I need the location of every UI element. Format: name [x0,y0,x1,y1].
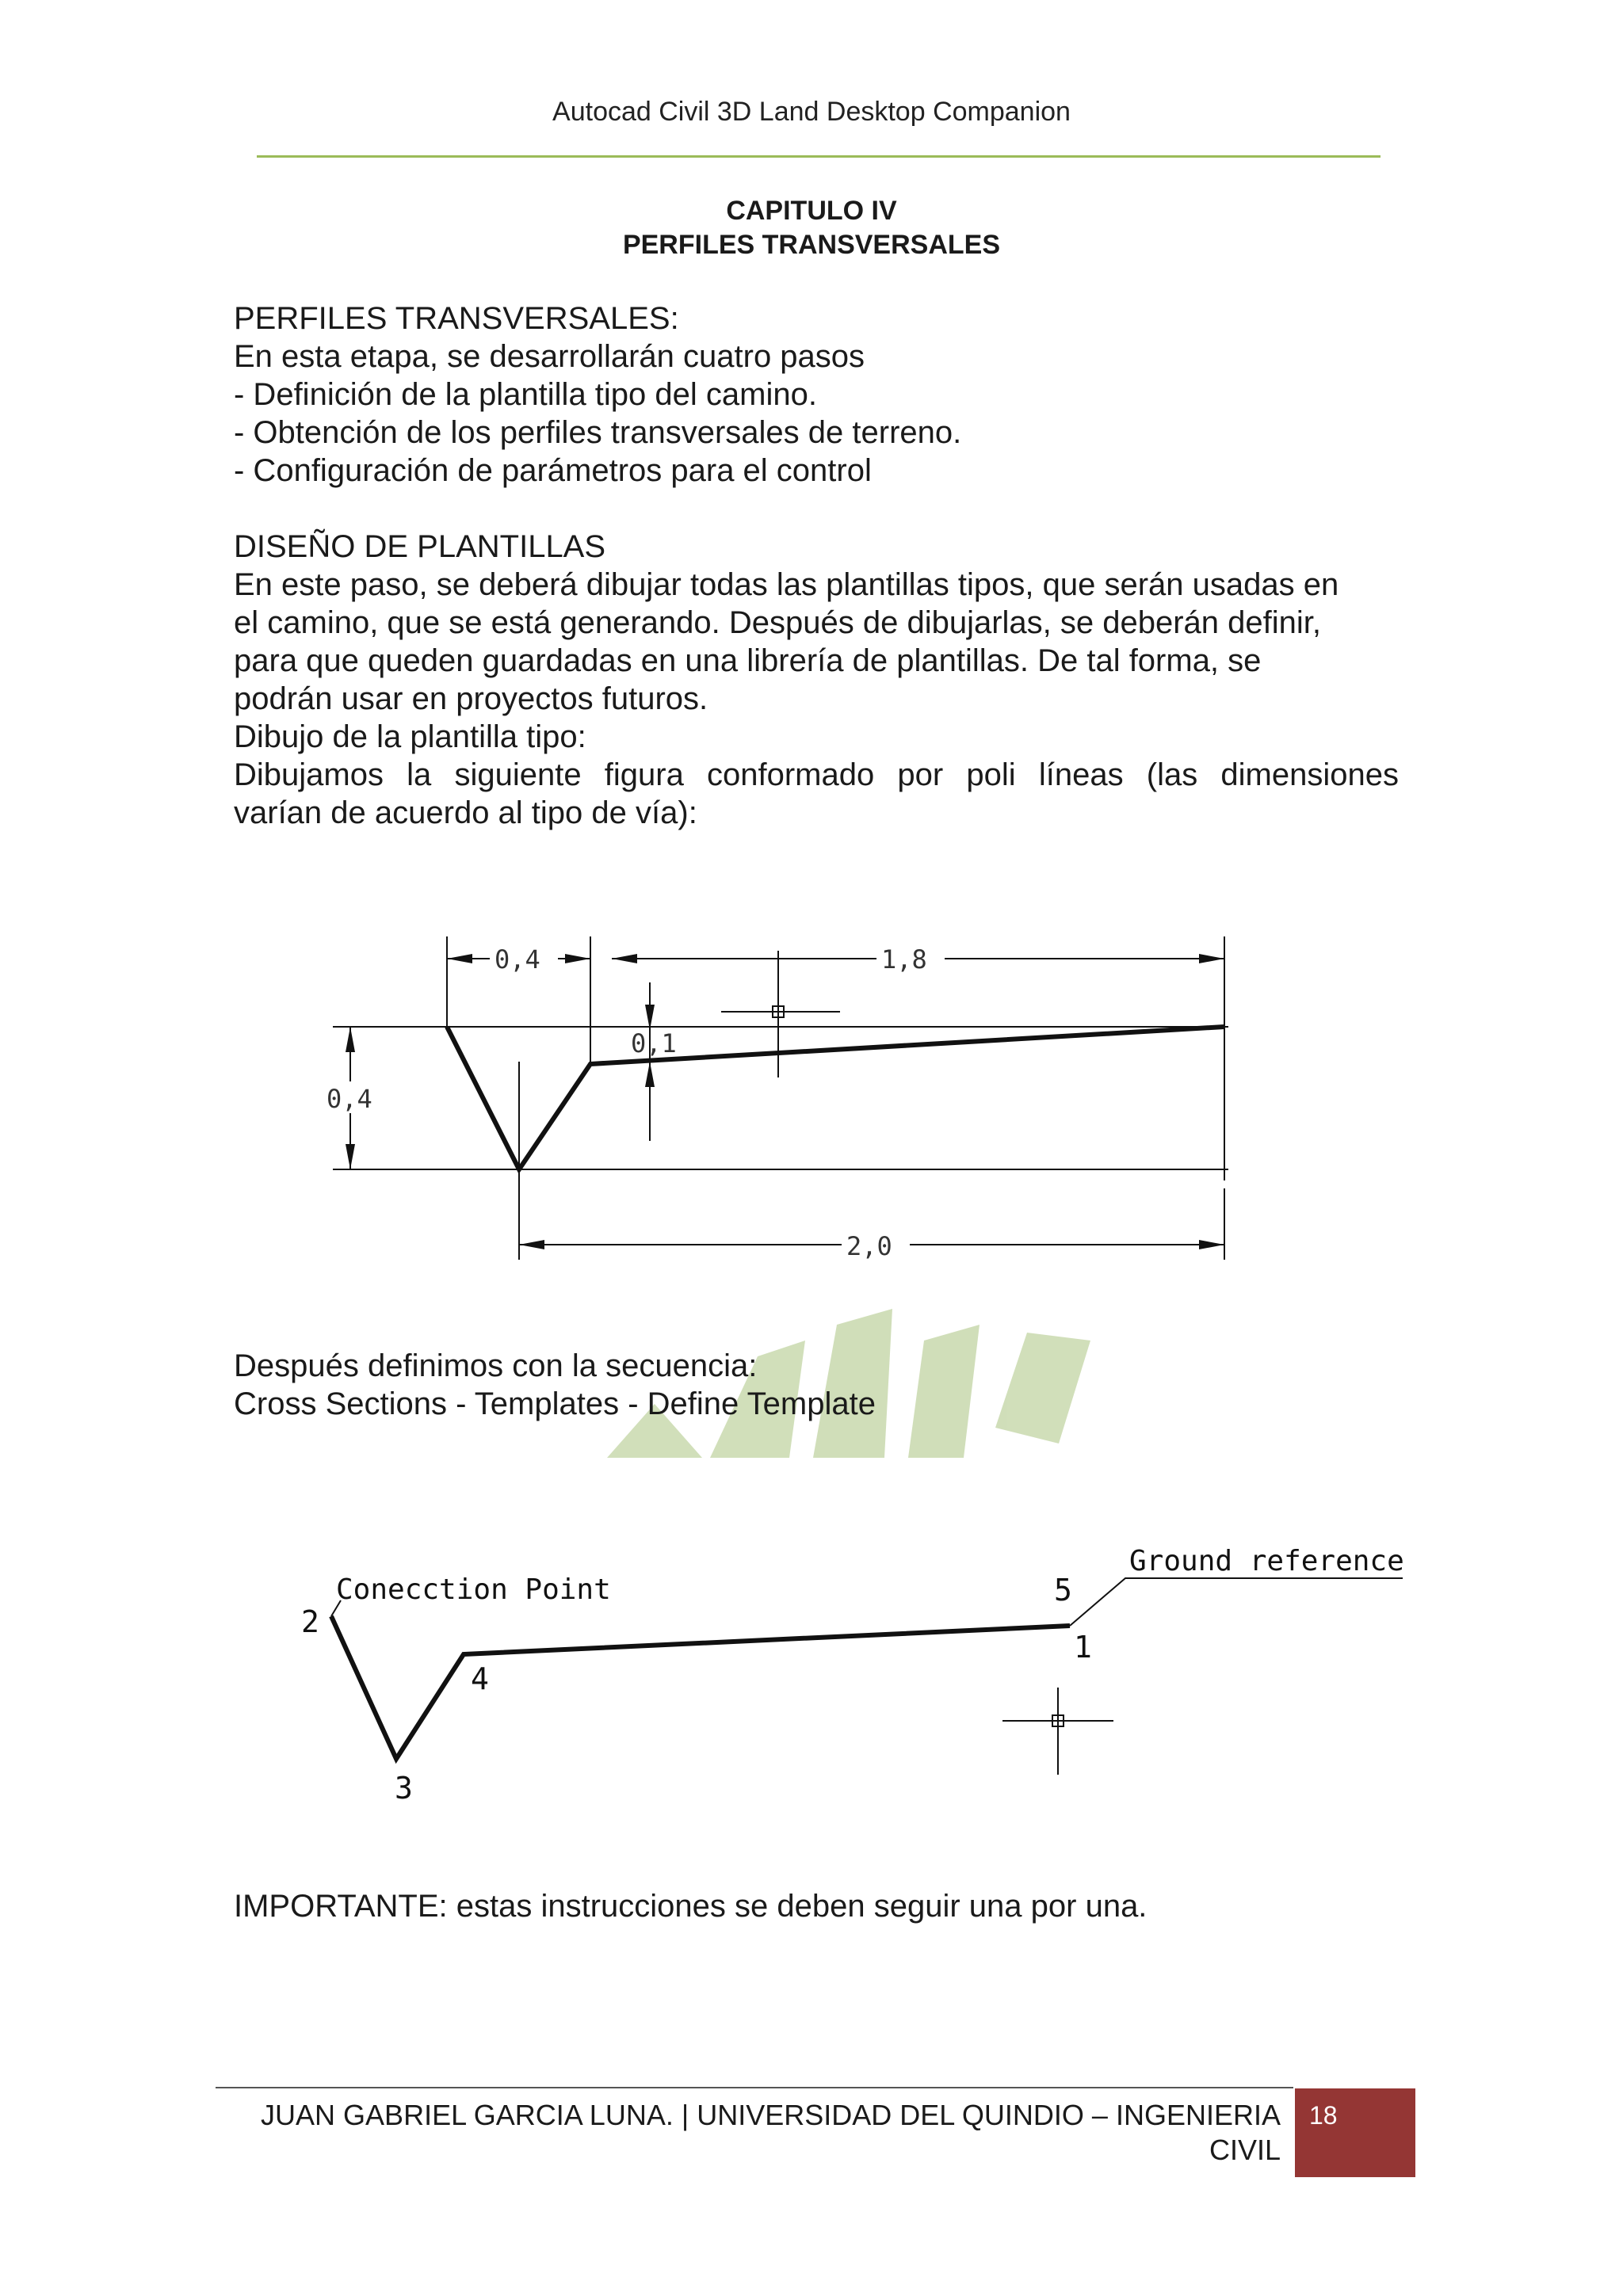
define-line: Después definimos con la secuencia: [234,1348,758,1383]
point-label-3: 3 [395,1771,413,1806]
intro-line: - Configuración de parámetros para el control [234,453,872,488]
header-divider [257,155,1381,158]
dimension-arrows [346,954,1224,1249]
intro-heading: PERFILES TRANSVERSALES: [234,301,679,336]
footer-divider [216,2087,1293,2088]
defined-template-drawing [293,1537,1419,1814]
template-polyline [447,1027,1224,1169]
page-number: 18 [1295,2088,1415,2177]
define-sequence: Cross Sections - Templates - Define Template [234,1386,876,1421]
design-paragraph-line: En este paso, se deberá dibujar todas las plantillas tipos, que serán usadas en [234,567,1339,602]
dim-label-top-right: 1,8 [881,944,927,974]
dim-label-bottom: 2,0 [846,1231,892,1261]
important-note: IMPORTANTE: estas instrucciones se deben seguir una por una. [234,1889,1148,1924]
footer-line: CIVIL [1209,2134,1281,2166]
intro-line: - Definición de la plantilla tipo del camino. [234,377,817,412]
design-paragraph-line: podrán usar en proyectos futuros. [234,681,708,716]
template-dimension-drawing [317,919,1252,1268]
design-subheading: Dibujo de la plantilla tipo: [234,719,586,754]
connection-point-label: Conecction Point [336,1573,611,1606]
point-label-4: 4 [471,1661,489,1696]
dim-label-step: 0,1 [631,1028,677,1058]
intro-section [234,299,1399,490]
running-header: Autocad Civil 3D Land Desktop Companion [552,97,1071,127]
template-polyline [331,1616,1070,1759]
point-label-5: 5 [1054,1573,1072,1608]
point-label-1: 1 [1074,1630,1092,1665]
design-paragraph-line: para que queden guardadas en una librería de plantillas. De tal forma, se [234,643,1262,678]
figure-intro-line: varían de acuerdo al tipo de vía): [234,795,697,830]
figure-intro-line: Dibujamos la siguiente figura conformado por poli líneas (las dimensiones [234,757,1399,792]
chapter-number: CAPITULO IV [726,196,897,226]
footer-author [238,2098,1281,2168]
define-section [234,1347,1399,1423]
chapter-title: PERFILES TRANSVERSALES [622,230,1001,260]
ground-reference-label: Ground reference [1129,1545,1404,1577]
dim-label-top-left: 0,4 [495,944,540,974]
dim-label-left: 0,4 [327,1084,372,1114]
design-heading: DISEÑO DE PLANTILLAS [234,529,606,564]
point-label-2: 2 [301,1604,319,1639]
design-section [234,528,1399,832]
intro-line: - Obtención de los perfiles transversales de terreno. [234,415,962,450]
design-paragraph-line: el camino, que se está generando. Después de dibujarlas, se deberán definir, [234,605,1322,640]
footer-line: JUAN GABRIEL GARCIA LUNA. | UNIVERSIDAD DEL QUINDIO – INGENIERIA [261,2099,1281,2131]
intro-line: En esta etapa, se desarrollarán cuatro pasos [234,339,865,374]
